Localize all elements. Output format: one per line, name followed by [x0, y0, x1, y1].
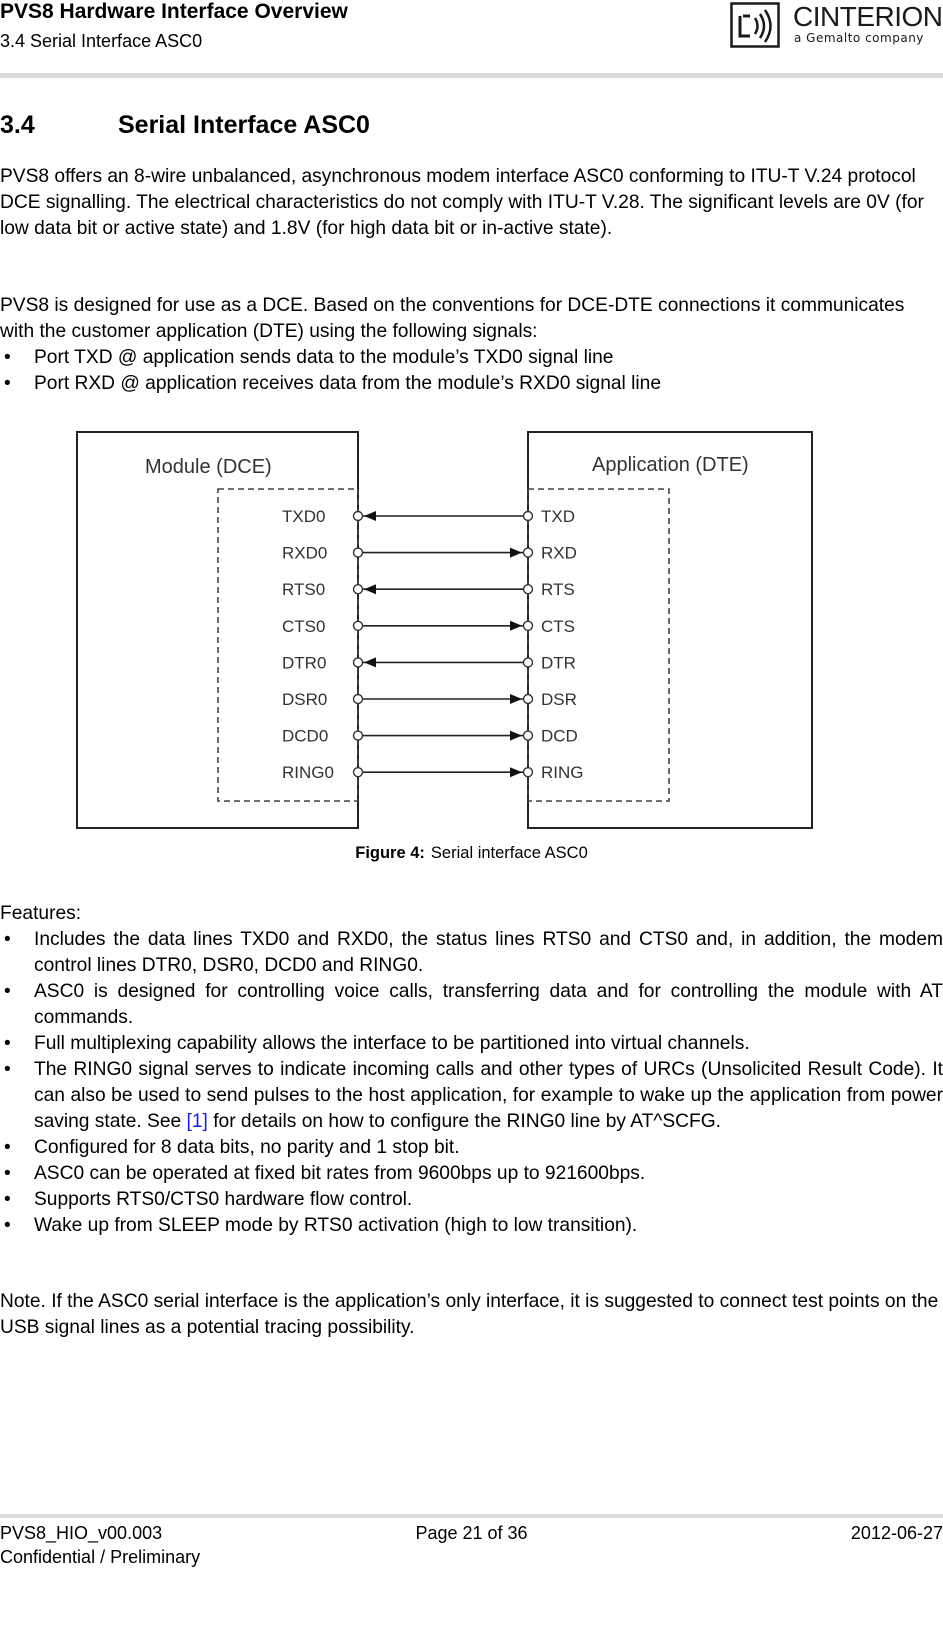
module-signal-label: DTR0 — [282, 653, 327, 673]
module-signal-label: TXD0 — [282, 507, 326, 526]
intro-paragraph-2: PVS8 is designed for use as a DCE. Based on the conventions for DCE-DTE connections it communicates with the customer application (DTE) using the following signals: — [0, 295, 905, 342]
app-signal-label: RTS — [541, 580, 575, 600]
figure-caption-text: Serial interface ASC0 — [430, 844, 588, 862]
app-signal-label: DTR — [541, 653, 576, 673]
cinterion-logo — [730, 0, 943, 52]
section-title: Serial Interface ASC0 — [118, 111, 370, 139]
list-item: • Full multiplexing capability allows the interface to be partitioned into virtual channels. — [4, 1033, 750, 1054]
app-pin-circle — [524, 731, 533, 740]
module-label: Module (DCE) — [145, 456, 272, 478]
module-pin-circle — [354, 585, 363, 594]
serial-interface-diagram — [72, 427, 822, 837]
list-item: • Port TXD @ application sends data to the module’s TXD0 signal line — [4, 347, 614, 368]
arrow-to-app — [510, 621, 522, 631]
list-item: • ASC0 can be operated at fixed bit rates from 9600bps up to 921600bps. — [4, 1163, 646, 1184]
app-pin-circle — [524, 768, 533, 777]
module-signal-label: DSR0 — [282, 690, 328, 709]
app-signal-label: DSR — [541, 690, 577, 709]
arrow-to-app — [510, 694, 522, 704]
module-pin-circle — [354, 621, 363, 630]
arrow-to-app — [510, 548, 522, 558]
app-pin-circle — [524, 548, 533, 557]
logo-wordmark: CINTERION — [793, 1, 943, 32]
module-signal-label: RXD0 — [282, 543, 328, 563]
module-dashed-box — [218, 489, 358, 801]
app-pin-circle — [524, 695, 533, 704]
arrow-to-module — [364, 584, 376, 594]
list-item: • Supports RTS0/CTS0 hardware flow control. — [4, 1189, 413, 1210]
list-item: • Port RXD @ application receives data from the module’s RXD0 signal line — [4, 373, 662, 394]
app-pin-circle — [524, 585, 533, 594]
app-signal-label: RXD — [541, 543, 577, 563]
app-signal-label: CTS — [541, 616, 575, 636]
module-signal-label: RTS0 — [282, 580, 326, 600]
figure-caption — [0, 843, 943, 863]
app-signal-label: DCD — [541, 726, 578, 746]
reference-link[interactable]: [1] — [186, 1111, 208, 1132]
list-item: • Configured for 8 data bits, no parity and 1 stop bit. — [4, 1137, 460, 1158]
module-pin-circle — [354, 548, 363, 557]
document-title: PVS8 Hardware Interface Overview — [0, 0, 348, 23]
figure-caption-label: Figure 4: — [355, 844, 425, 862]
arrow-to-app — [510, 767, 522, 777]
features-heading: Features: — [0, 903, 82, 924]
header-divider — [0, 73, 943, 78]
list-item: • Wake up from SLEEP mode by RTS0 activation (high to low transition). — [4, 1215, 638, 1236]
logo-tagline: a Gemalto company — [794, 31, 924, 45]
app-signal-label: RING — [541, 763, 584, 783]
application-dashed-box — [528, 489, 669, 801]
list-item: • ASC0 is designed for controlling voice calls, transferring data and for controlling the module with AT commands. — [4, 981, 943, 1028]
arrow-to-module — [364, 511, 376, 521]
cinterion-logo-icon — [730, 2, 780, 48]
note-paragraph: Note. If the ASC0 serial interface is the application’s only interface, it is suggested to connect test points on the USB signal lines as a potential tracing possibility. — [0, 1291, 939, 1338]
footer-classification: Confidential / Preliminary — [0, 1547, 201, 1567]
module-pin-circle — [354, 695, 363, 704]
module-pin-circle — [354, 512, 363, 521]
intro-paragraph-1: PVS8 offers an 8-wire unbalanced, asynchronous modem interface ASC0 conforming to ITU-T V.24 protocol DCE signalling. The electrical characteristics do not comply with ITU-T V.28. The significant levels are 0V (for low data bit or active state) and 1.8V (for high data bit or in-active state). — [0, 166, 924, 239]
footer-doc-id: PVS8_HIO_v00.003 — [0, 1523, 163, 1543]
section-heading — [0, 111, 370, 139]
module-pin-circle — [354, 731, 363, 740]
list-item: • The RING0 signal serves to indicate incoming calls and other types of URCs (Unsolicited Result Code). It can also be used to send pulses to the host application, for example to wake up the application from power saving state. See [1] for details on how to configure the RING0 line by AT^SCFG. — [4, 1059, 943, 1132]
module-pin-circle — [354, 658, 363, 667]
footer-page-number: Page 21 of 36 — [415, 1523, 528, 1543]
section-number: 3.4 — [0, 111, 35, 139]
features-list — [0, 927, 943, 1239]
module-signal-label: RING0 — [282, 763, 334, 783]
app-pin-circle — [524, 621, 533, 630]
arrow-to-app — [510, 731, 522, 741]
app-signal-label: TXD — [541, 507, 575, 526]
arrow-to-module — [364, 657, 376, 667]
running-section-title: 3.4 Serial Interface ASC0 — [0, 31, 203, 51]
module-signal-label: CTS0 — [282, 616, 326, 636]
module-signal-label: DCD0 — [282, 726, 329, 746]
footer-date: 2012-06-27 — [850, 1523, 943, 1543]
footer-divider — [0, 1514, 943, 1518]
application-label: Application (DTE) — [592, 454, 749, 476]
app-pin-circle — [524, 512, 533, 521]
module-pin-circle — [354, 768, 363, 777]
app-pin-circle — [524, 658, 533, 667]
signal-bullet-list — [0, 345, 943, 397]
list-item: • Includes the data lines TXD0 and RXD0, the status lines RTS0 and CTS0 and, in addition, the modem control lines DTR0, DSR0, DCD0 and RING0. — [4, 929, 943, 976]
